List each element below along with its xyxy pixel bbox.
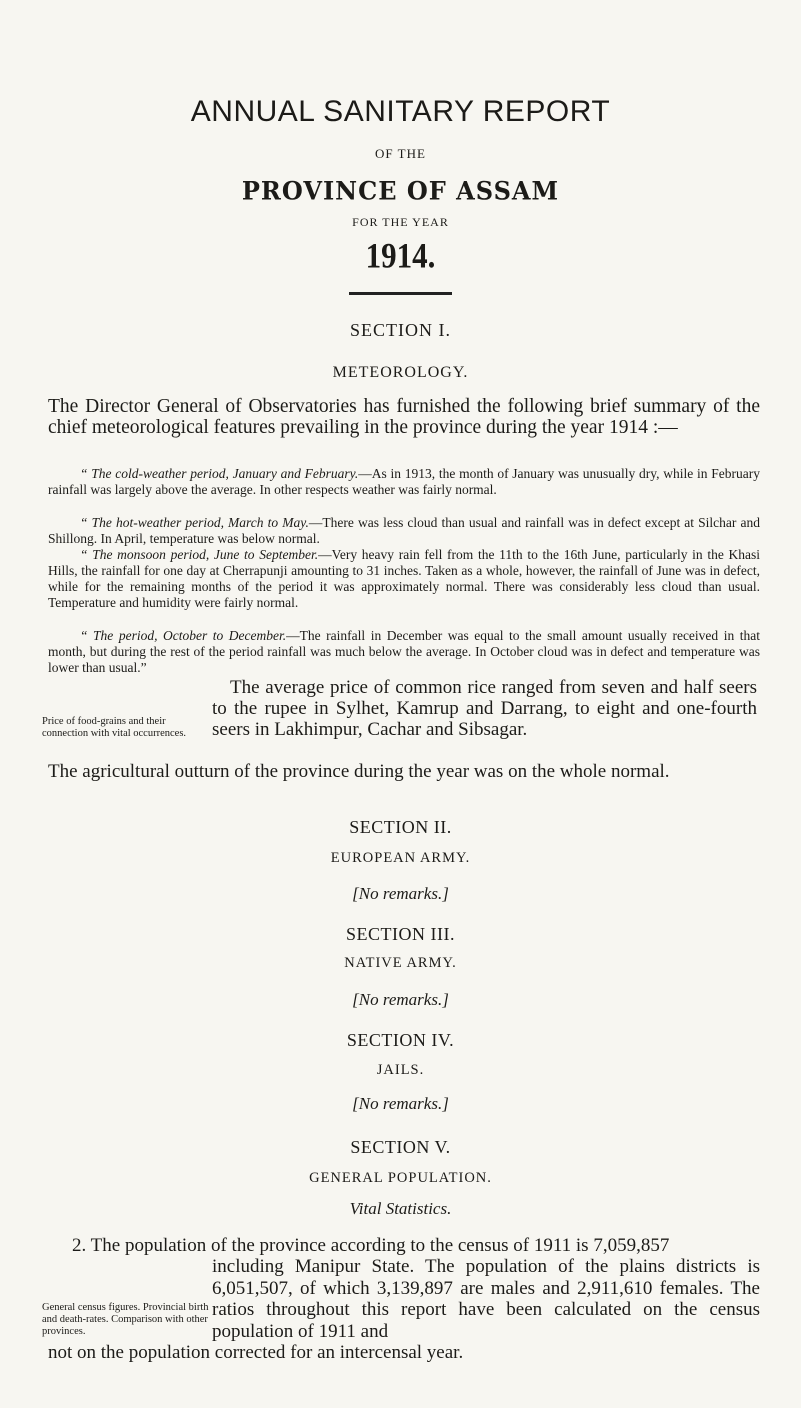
section-3-heading: SECTION III. [346,924,455,944]
title-for-the-year: FOR THE YEAR [352,215,449,229]
food-grains-margin-note: Price of food-grains and their connection with vital occurrences. [42,716,187,739]
agricultural-outturn-paragraph: The agricultural outturn of the province during the year was on the whole normal. [48,761,670,782]
rice-price-paragraph: The average price of common rice ranged from seven and half seers to the rupee in Sylhet, Kamrup and Darrang, to eight and one-fourth seers in Lakhimpur, Cachar and Sibsagar. [212,677,757,740]
section-2-subheading: EUROPEAN ARMY. [330,850,471,866]
title-rule [349,292,452,295]
section-3-remarks: [No remarks.] [352,990,449,1009]
section-1-heading: SECTION I. [350,320,451,340]
section-5-heading: SECTION V. [350,1137,451,1157]
hot-weather-label: “ The hot-weather period, March to May. [80,515,309,530]
october-december-text: —The rainfall in December was equal to the small amount usually received in that month, but during the rest of the period rainfall was much below the average. In October cloud was in defect and temperature was lower than usual.” [48,628,760,675]
monsoon-paragraph [48,547,760,611]
report-title: ANNUAL SANITARY REPORT [190,95,611,128]
section-5-subheading: GENERAL POPULATION. [309,1170,492,1186]
title-year: 1914. [365,235,436,276]
section-1-subheading: METEOROLOGY. [332,364,469,381]
population-lead-line: 2. The population of the province according to the census of 1911 is 7,059,857 [72,1235,670,1256]
hot-weather-text: —There was less cloud than usual and rainfall was in defect except at Silchar and Shillong. In April, temperature was below normal. [48,515,761,546]
title-of-the: OF THE [375,146,426,161]
section-3-subheading: NATIVE ARMY. [344,955,457,971]
section-2-remarks: [No remarks.] [352,884,449,903]
section-2-heading: SECTION II. [349,817,452,837]
cold-weather-paragraph [48,466,760,498]
vital-statistics-heading: Vital Statistics. [349,1199,452,1218]
section-4-heading: SECTION IV. [346,1030,455,1050]
title-province: PROVINCE OF ASSAM [241,175,560,206]
monsoon-label: “ The monsoon period, June to September. [80,547,319,562]
hot-weather-paragraph [48,515,760,547]
october-december-paragraph [48,628,760,676]
october-december-label: “ The period, October to December. [80,628,287,643]
cold-weather-text: —As in 1913, the month of January was unusually dry, while in February rainfall was largely above the average. In other respects weather was fairly normal. [48,466,760,497]
monsoon-text: —Very heavy rain fell from the 11th to the 16th June, particularly in the Khasi Hills, the rainfall for one day at Cherrapunji amounting to 31 inches. Taken as a whole, however, the rainfall of June was in defect, while for the remaining months of the period it was approximately normal. There was considerably less cloud than usual. Temperature and humidity were fairly normal. [48,547,760,610]
section-4-remarks: [No remarks.] [352,1094,449,1113]
cold-weather-label: “ The cold-weather period, January and February. [80,466,359,481]
population-body: including Manipur State. The population of the plains districts is 6,051,507, of which 3,139,897 are males and 2,911,610 females. The ratios throughout this report have been calculated on the census population of 1911 and [212,1256,760,1342]
section-4-subheading: JAILS. [376,1062,425,1078]
census-margin-note: General census figures. Provincial birth and death-rates. Comparison with other provinces. [42,1302,209,1337]
population-closing-line: not on the population corrected for an intercensal year. [48,1342,464,1363]
meteorology-intro: The Director General of Observatories has furnished the following brief summary of the chief meteorological features prevailing in the province during the year 1914 :— [48,396,760,438]
